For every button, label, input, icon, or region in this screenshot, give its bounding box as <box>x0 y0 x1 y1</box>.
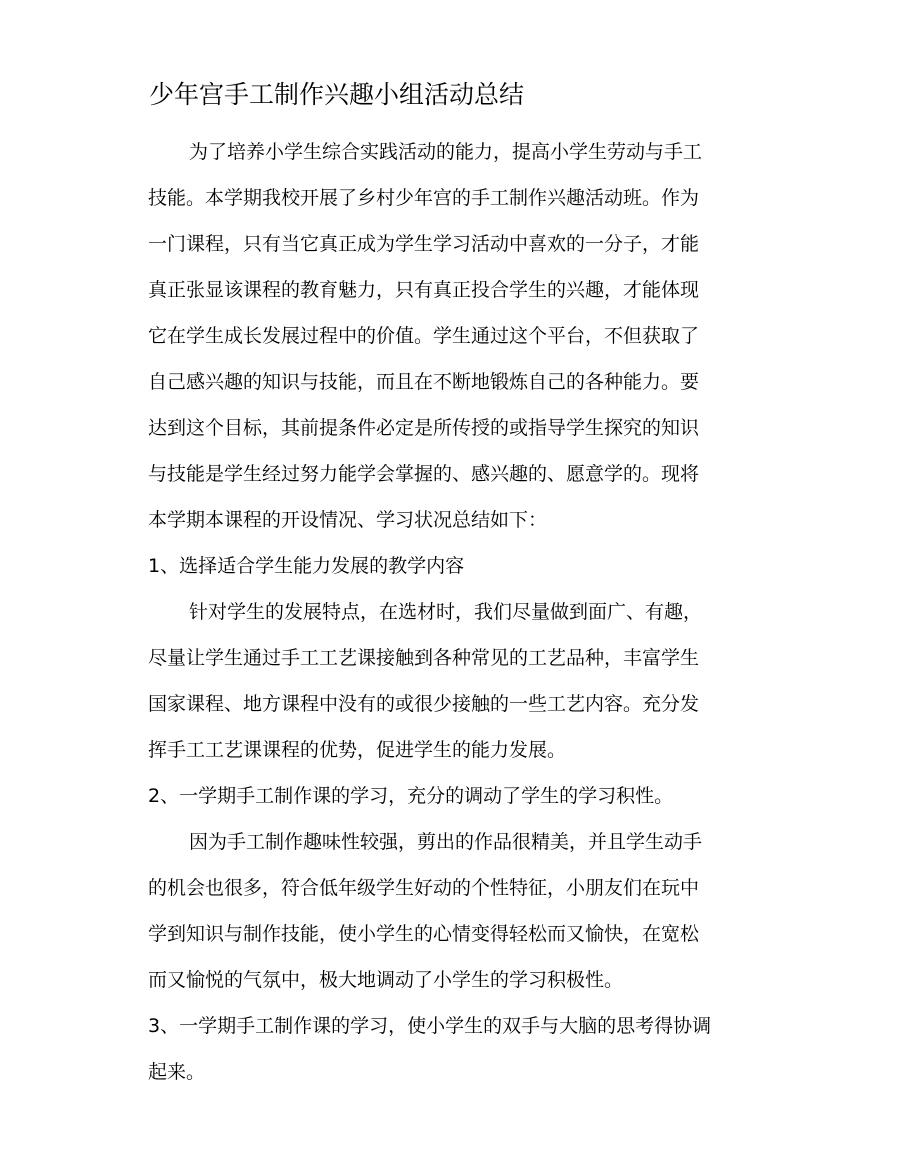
paragraph-line: 因为手工制作趣味性较强，剪出的作品很精美，并且学生动手 <box>189 831 703 853</box>
paragraph-line: 而又愉悦的气氛中，极大地调动了小学生的学习积极性。 <box>148 969 624 991</box>
paragraph-line: 达到这个目标，其前提条件必定是所传授的或指导学生探究的知识 <box>148 417 700 439</box>
paragraph-line: 针对学生的发展特点，在选材时，我们尽量做到面广、有趣， <box>189 601 703 623</box>
document-title: 少年宫手工制作兴趣小组活动总结 <box>149 80 525 109</box>
paragraph-line: 国家课程、地方课程中没有的或很少接触的一些工艺内容。充分发 <box>148 693 700 715</box>
section-heading-3: 3、一学期手工制作课的学习，使小学生的双手与大脑的思考得协调 <box>148 1015 712 1037</box>
paragraph-line: 技能。本学期我校开展了乡村少年宫的手工制作兴趣活动班。作为 <box>148 187 700 209</box>
section-heading-1: 1、选择适合学生能力发展的教学内容 <box>148 555 465 577</box>
paragraph-line: 的机会也很多，符合低年级学生好动的个性特征，小朋友们在玩中 <box>148 877 700 899</box>
paragraph-line: 它在学生成长发展过程中的价值。学生通过这个平台，不但获取了 <box>148 325 700 347</box>
section-heading-2: 2、一学期手工制作课的学习，充分的调动了学生的学习积性。 <box>148 785 674 807</box>
paragraph-line: 与技能是学生经过努力能学会掌握的、感兴趣的、愿意学的。现将 <box>148 463 700 485</box>
paragraph-line: 自己感兴趣的知识与技能，而且在不断地锻炼自己的各种能力。要 <box>148 371 700 393</box>
paragraph-line: 起来。 <box>148 1061 206 1083</box>
paragraph-line: 真正张显该课程的教育魅力，只有真正投合学生的兴趣，才能体现 <box>148 279 700 301</box>
paragraph-line: 一门课程，只有当它真正成为学生学习活动中喜欢的一分子，才能 <box>148 233 700 255</box>
paragraph-line: 挥手工工艺课课程的优势，促进学生的能力发展。 <box>148 739 567 761</box>
paragraph-line: 为了培养小学生综合实践活动的能力，提高小学生劳动与手工 <box>189 141 703 163</box>
paragraph-line: 尽量让学生通过手工工艺课接触到各种常见的工艺品种，丰富学生 <box>148 647 700 669</box>
paragraph-line: 本学期本课程的开设情况、学习状况总结如下： <box>148 509 548 531</box>
paragraph-line: 学到知识与制作技能，使小学生的心情变得轻松而又愉快，在宽松 <box>148 923 700 945</box>
